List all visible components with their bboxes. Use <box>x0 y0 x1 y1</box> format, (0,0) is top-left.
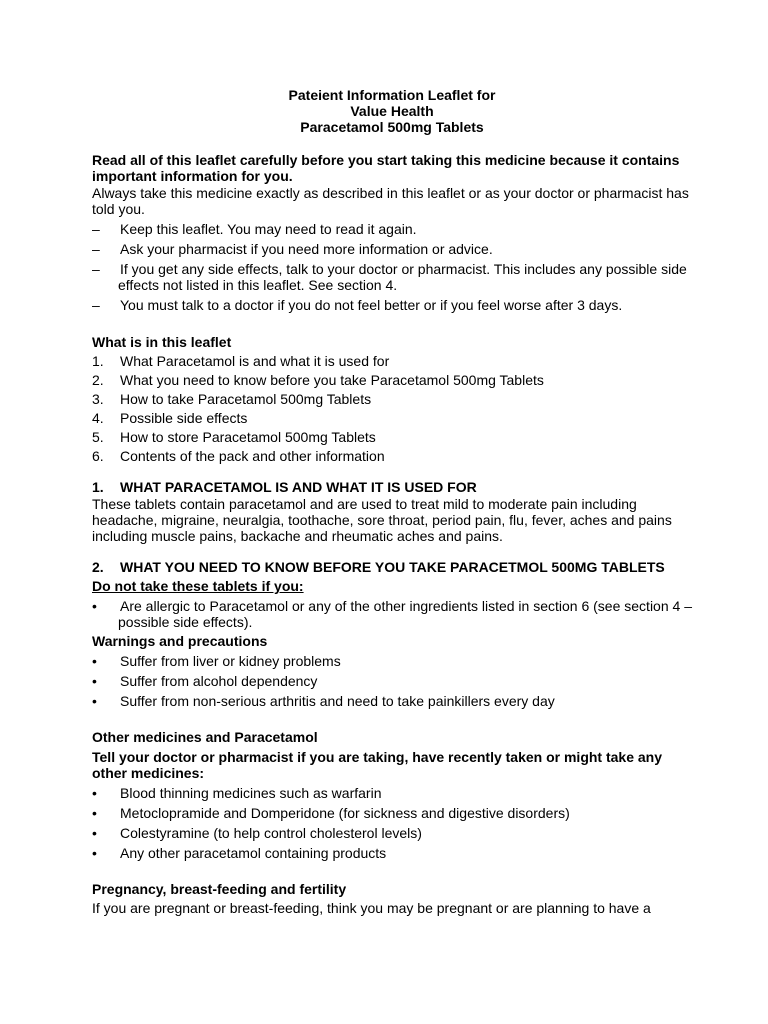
toc-item <box>92 410 692 426</box>
bullet-item-text: Colestyramine (to help control cholesterol levels) <box>120 825 422 841</box>
toc-item-text: How to store Paracetamol 500mg Tablets <box>120 429 376 445</box>
bullet-item-text: Suffer from alcohol dependency <box>120 673 318 689</box>
toc-item-text: How to take Paracetamol 500mg Tablets <box>120 391 372 407</box>
pregnancy-heading: Pregnancy, breast-feeding and fertility <box>92 881 347 897</box>
toc-item <box>92 372 692 388</box>
intro-bold-text: Read all of this leaflet carefully before you start taking this medicine because it contains important information for you. <box>92 152 680 184</box>
toc-item <box>92 448 692 464</box>
intro-dash-item <box>92 297 692 313</box>
section-heading-text: WHAT YOU NEED TO KNOW BEFORE YOU TAKE PARACETMOL 500MG TABLETS <box>120 559 665 575</box>
leaflet-title <box>92 87 692 135</box>
section-heading-text: WHAT PARACETAMOL IS AND WHAT IT IS USED FOR <box>120 479 477 495</box>
dash-item-text: Ask your pharmacist if you need more information or advice. <box>120 241 493 257</box>
bullet-item <box>92 598 692 630</box>
section-number: 1. <box>92 479 104 495</box>
bullet-marker: • <box>92 805 97 821</box>
bullet-marker: • <box>92 693 97 709</box>
toc-item <box>92 391 692 407</box>
intro-dash-item <box>92 261 692 293</box>
title-line-2: Value Health <box>350 103 434 119</box>
toc-item-number: 5. <box>92 429 104 445</box>
bullet-marker: • <box>92 825 97 841</box>
toc-item-text: What you need to know before you take Paracetamol 500mg Tablets <box>120 372 544 388</box>
bullet-item-text: Any other paracetamol containing products <box>120 845 387 861</box>
leaflet-content <box>92 87 692 916</box>
pregnancy-text: If you are pregnant or breast-feeding, think you may be pregnant or are planning to have a <box>92 900 651 916</box>
bullet-item <box>92 785 692 801</box>
dash-item-text: You must talk to a doctor if you do not feel better or if you feel worse after 3 days. <box>120 297 623 313</box>
bullet-item-text: Suffer from non-serious arthritis and need to take painkillers every day <box>120 693 555 709</box>
dash-marker: – <box>92 221 100 237</box>
bullet-item <box>92 673 692 689</box>
toc-item-number: 6. <box>92 448 104 464</box>
bullet-marker: • <box>92 653 97 669</box>
bullet-item <box>92 653 692 669</box>
dash-marker: – <box>92 297 100 313</box>
toc-heading: What is in this leaflet <box>92 334 232 350</box>
other-medicines-bold-text: Tell your doctor or pharmacist if you are taking, have recently taken or might take any other medicines: <box>92 749 663 781</box>
title-line-1: Pateient Information Leaflet for <box>288 87 496 103</box>
bullet-item <box>92 825 692 841</box>
bullet-marker: • <box>92 598 97 614</box>
warnings-heading: Warnings and precautions <box>92 633 268 649</box>
bullet-item-text: Blood thinning medicines such as warfarin <box>120 785 382 801</box>
section-1-text: These tablets contain paracetamol and are used to treat mild to moderate pain including headache, migraine, neuralgia, toothache, sore throat, period pain, flu, fever, aches and pains including muscle pains, backache and rheumatic aches and pains. <box>92 496 672 544</box>
toc-item-number: 3. <box>92 391 104 407</box>
toc-item-text: What Paracetamol is and what it is used for <box>120 353 390 369</box>
section-1-heading <box>92 479 692 495</box>
toc-item-number: 1. <box>92 353 104 369</box>
bullet-item <box>92 845 692 861</box>
toc-item-number: 4. <box>92 410 104 426</box>
dash-marker: – <box>92 241 100 257</box>
other-medicines-heading: Other medicines and Paracetamol <box>92 729 318 745</box>
section-number: 2. <box>92 559 104 575</box>
toc-item-text: Possible side effects <box>120 410 248 426</box>
bullet-marker: • <box>92 673 97 689</box>
toc-item-number: 2. <box>92 372 104 388</box>
title-line-3: Paracetamol 500mg Tablets <box>300 119 484 135</box>
bullet-item-text: Suffer from liver or kidney problems <box>120 653 341 669</box>
intro-dash-item <box>92 221 692 237</box>
intro-dash-item <box>92 241 692 257</box>
bullet-item-text: Metoclopramide and Domperidone (for sickness and digestive disorders) <box>120 805 570 821</box>
bullet-item <box>92 805 692 821</box>
do-not-take-heading: Do not take these tablets if you: <box>92 578 304 594</box>
section-2-heading <box>92 559 692 575</box>
dash-marker: – <box>92 261 100 277</box>
intro-text: Always take this medicine exactly as described in this leaflet or as your doctor or pharmacist has told you. <box>92 185 689 217</box>
bullet-item <box>92 693 692 709</box>
bullet-item-text: Are allergic to Paracetamol or any of the other ingredients listed in section 6 (see section 4 – possible side effects). <box>118 598 692 630</box>
toc-item <box>92 353 692 369</box>
bullet-marker: • <box>92 845 97 861</box>
dash-item-text: If you get any side effects, talk to your doctor or pharmacist. This includes any possible side effects not listed in this leaflet. See section 4. <box>118 261 687 293</box>
toc-item-text: Contents of the pack and other information <box>120 448 385 464</box>
bullet-marker: • <box>92 785 97 801</box>
dash-item-text: Keep this leaflet. You may need to read it again. <box>120 221 417 237</box>
toc-item <box>92 429 692 445</box>
